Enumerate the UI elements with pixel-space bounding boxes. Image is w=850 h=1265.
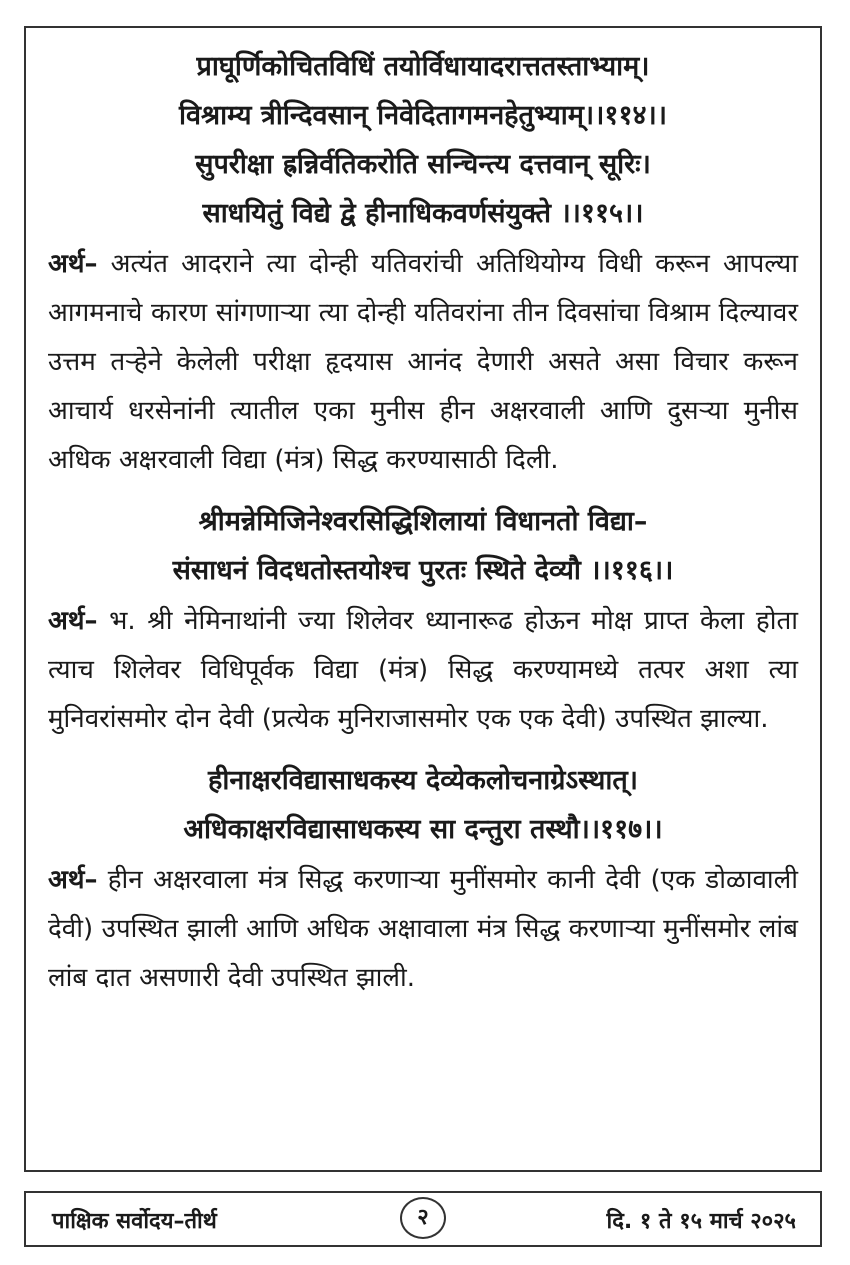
- verse-line: श्रीमन्नेमिजिनेश्वरसिद्धिशिलायां विधानतो विद्या–: [198, 506, 648, 537]
- page-footer: [24, 1191, 822, 1247]
- meaning-label: अर्थ–: [48, 865, 98, 895]
- verse-line: विश्राम्य त्रीन्दिवसान् निवेदितागमनहेतुभ्याम्।।११४।।: [178, 100, 667, 131]
- meaning-117: [48, 856, 798, 1003]
- meaning-116: [48, 597, 798, 744]
- verse-line: हीनाक्षरविद्यासाधकस्य देव्येकलोचनाग्रेऽस्थात्।: [208, 765, 638, 796]
- meaning-text: भ. श्री नेमिनाथांनी ज्या शिलेवर ध्यानारूढ होऊन मोक्ष प्राप्त केला होता त्याच शिलेवर विधिपूर्वक विद्या (मंत्र) सिद्ध करण्यामध्ये तत्पर अशा त्या मुनिवरांसमोर दोन देवी (प्रत्येक मुनिराजासमोर एक एक देवी) उपस्थित झाल्या.: [48, 606, 799, 734]
- issue-date: दि. १ ते १५ मार्च २०२५: [606, 1209, 796, 1234]
- meaning-text: अत्यंत आदराने त्या दोन्ही यतिवरांची अतिथियोग्य विधी करून आपल्या आगमनाचे कारण सांगणाऱ्या त्या दोन्ही यतिवरांना तीन दिवसांचा विश्राम दिल्यावर उत्तम तऱ्हेने केलेली परीक्षा हृदयास आनंद देणारी असते असा विचार करून आचार्य धरसेनांनी त्यातील एका मुनीस हीन अक्षरवाली आणि दुसऱ्या मुनीस अधिक अक्षरवाली विद्या (मंत्र) सिद्ध करण्यासाठी दिली.: [48, 249, 799, 475]
- verse-116: [48, 497, 798, 595]
- verse-line: साधयितुं विद्ये द्वे हीनाधिकवर्णसंयुक्ते ।।११५।।: [202, 198, 644, 229]
- verse-line: प्राघूर्णिकोचितविधिं तयोर्विधायादरात्ततस्ताभ्याम्।: [196, 51, 650, 82]
- page-number: २: [400, 1197, 446, 1239]
- verse-line: संसाधनं विदधतोस्तयोश्च पुरतः स्थिते देव्यौ ।।११६।।: [172, 555, 674, 586]
- publication-name: पाक्षिक सर्वोदय–तीर्थ: [52, 1209, 217, 1234]
- verse-line: अधिकाक्षरविद्यासाधकस्य सा दन्तुरा तस्थौ।।११७।।: [183, 814, 663, 845]
- meaning-label: अर्थ–: [48, 606, 98, 636]
- meaning-114-115: [48, 240, 798, 485]
- verse-line: सुपरीक्षा ह्रन्निर्वतिकरोति सन्चिन्त्य दत्तवान् सूरिः।: [195, 149, 651, 180]
- page-content-frame: [24, 26, 822, 1172]
- verse-114-115: [48, 42, 798, 238]
- meaning-label: अर्थ–: [48, 249, 98, 279]
- verse-117: [48, 756, 798, 854]
- meaning-text: हीन अक्षरवाला मंत्र सिद्ध करणाऱ्या मुनींसमोर कानी देवी (एक डोळावाली देवी) उपस्थित झाली आणि अधिक अक्षावाला मंत्र सिद्ध करणाऱ्या मुनींसमोर लांब लांब दात असणारी देवी उपस्थित झाली.: [48, 865, 798, 993]
